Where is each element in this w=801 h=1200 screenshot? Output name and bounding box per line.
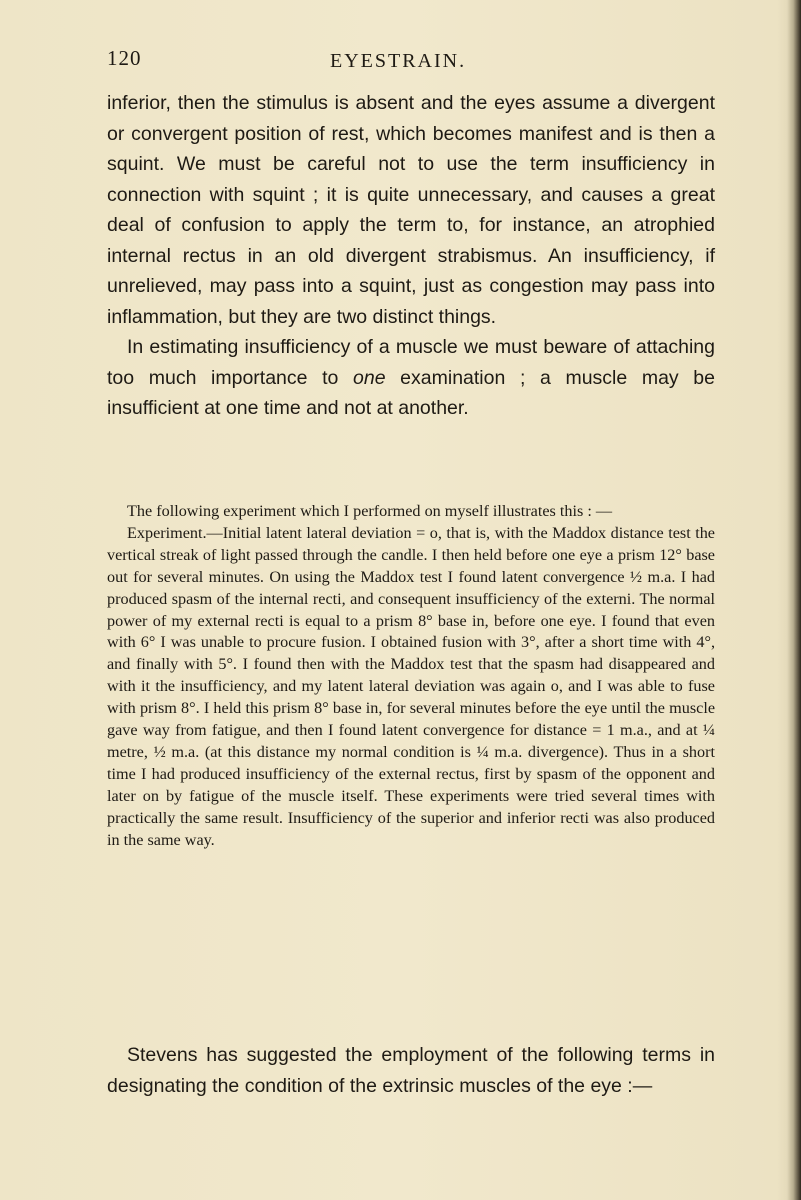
paragraph-3: The following experiment which I performed on myself illustrates this : — [127, 502, 613, 520]
emphasis-one: one [353, 366, 386, 389]
paragraph-4: Experiment.—Initial latent lateral deviation = o, that is, with the Maddox distance test the vertical streak of light passed through the candle. I then held before one eye a prism 12° base out for several minutes. On using the Maddox test I found latent convergence ½ m.a. I had produced spasm of the internal recti, and consequent insufficiency of the externi. The normal power of my external recti is equal to a prism 8° base in, before one eye. I found that even with 6° I was unable to procure fusion. I obtained fusion with 3°, after a short time with 4°, and finally with 5°. I found then with the Maddox test that the spasm had disappeared and with it the insufficiency, and my latent lateral deviation was again o, and I was able to fuse with prism 8°. I held this prism 8° base in, for several minutes before the eye until the muscle gave way from fatigue, and then I found latent convergence for distance = 1 m.a., and at ¼ metre, ½ m.a. (at this distance my normal condition is ¼ m.a. divergence). Thus in a short time I had produced insufficiency of the external rectus, first by spasm of the opponent and later on by fatigue of the muscle itself. These experiments were tried several times with practically the same result. Insufficiency of the superior and inferior recti was also produced in the same way. [107, 523, 715, 849]
body-text-top [107, 88, 715, 424]
paragraph-5: Stevens has suggested the employment of the following terms in designating the condition of the extrinsic muscles of the eye :— [107, 1044, 715, 1097]
page-number: 120 [107, 46, 142, 70]
body-text-bottom [107, 1040, 715, 1101]
paragraph-1: inferior, then the stimulus is absent and the eyes assume a divergent or convergent position of rest, which becomes manifest and is then a squint. We must be careful not to use the term insufficiency in connection with squint ; it is quite unnecessary, and causes a great deal of confusion to apply the term to, for instance, an atrophied internal rectus in an old divergent strabismus. An insufficiency, if unrelieved, may pass into a squint, just as congestion may pass into inflammation, but they are two distinct things. [107, 92, 715, 328]
page-header [0, 46, 801, 76]
experiment-section [107, 501, 715, 852]
page-edge-shadow [787, 0, 801, 1200]
paragraph-2: In estimating insufficiency of a muscle we must beware of attaching too much importance to one examination ; a muscle may be insufficient at one time and not at another. [107, 336, 715, 419]
running-title: EYESTRAIN. [330, 50, 467, 72]
